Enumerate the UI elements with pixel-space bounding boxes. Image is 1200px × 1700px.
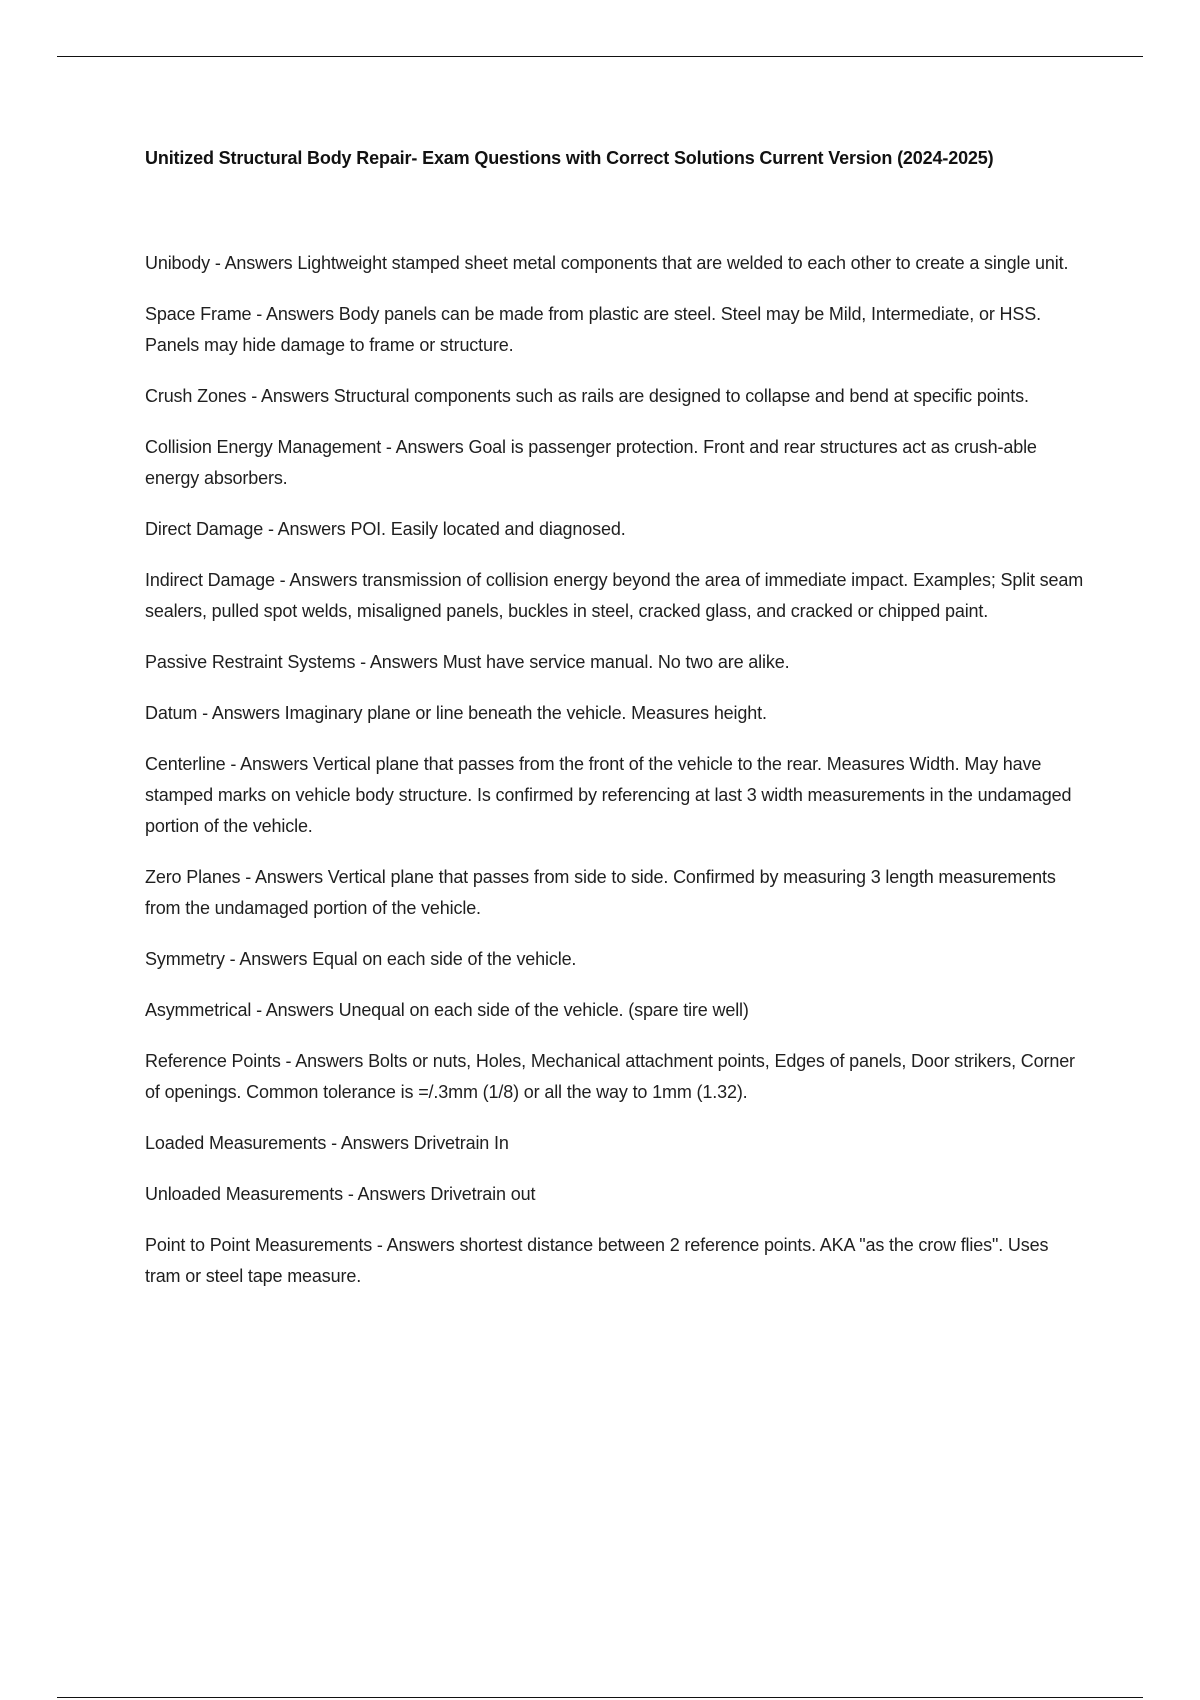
entry-term: Direct Damage (145, 519, 264, 539)
entry-answer: Answers Equal on each side of the vehicle. (239, 949, 577, 969)
qa-entry (145, 299, 1085, 361)
qa-entry (145, 749, 1085, 842)
entry-term: Space Frame (145, 304, 252, 324)
entry-term: Collision Energy Management (145, 437, 382, 457)
entry-separator: - (280, 1051, 296, 1071)
entry-answer: Answers Imaginary plane or line beneath the vehicle. Measures height. (211, 703, 767, 723)
entry-term: Loaded Measurements (145, 1133, 327, 1153)
entry-answer: Answers Unequal on each side of the vehicle. (spare tire well) (265, 1000, 749, 1020)
entry-separator: - (225, 754, 241, 774)
entry-term: Passive Restraint Systems (145, 652, 356, 672)
entry-separator: - (372, 1235, 387, 1255)
entry-separator: - (326, 1133, 341, 1153)
qa-entry (145, 862, 1085, 924)
entry-separator: - (274, 570, 290, 590)
entry-answer: Answers transmission of collision energy beyond the area of immediate impact. Examples; Split seam sealers, pulled spot welds, misaligned panels, buckles in steel, cracked glass, and cracked or chipped paint. (145, 570, 1084, 621)
entry-separator: - (246, 386, 261, 406)
entry-term: Unibody (145, 253, 210, 273)
qa-entry (145, 698, 1085, 729)
entry-term: Asymmetrical (145, 1000, 252, 1020)
entry-separator: - (197, 703, 212, 723)
footer-rule (57, 1697, 1143, 1698)
entry-separator: - (381, 437, 396, 457)
qa-entry (145, 1230, 1085, 1292)
qa-entry (145, 995, 1085, 1026)
entry-term: Indirect Damage (145, 570, 275, 590)
entry-separator: - (263, 519, 278, 539)
qa-entry (145, 647, 1085, 678)
entry-term: Zero Planes (145, 867, 241, 887)
qa-entry (145, 432, 1085, 494)
qa-entry (145, 248, 1085, 279)
document-title: Unitized Structural Body Repair- Exam Questions with Correct Solutions Current Version (2024-2025) (145, 148, 994, 168)
entry-answer: Answers Drivetrain In (340, 1133, 509, 1153)
entry-term: Reference Points (145, 1051, 281, 1071)
header-rule (57, 56, 1143, 57)
entry-separator: - (251, 304, 266, 324)
entry-term: Datum (145, 703, 198, 723)
qa-entry (145, 944, 1085, 975)
entry-separator: - (210, 253, 225, 273)
entry-answer: Answers Body panels can be made from plastic are steel. Steel may be Mild, Intermediate, or HSS. Panels may hide damage to frame or structure. (145, 304, 1041, 355)
qa-entry (145, 1128, 1085, 1159)
entry-separator: - (224, 949, 240, 969)
qa-entry (145, 514, 1085, 545)
entry-separator: - (240, 867, 255, 887)
entry-term: Symmetry (145, 949, 225, 969)
entry-answer: Answers Structural components such as rails are designed to collapse and bend at specific points. (260, 386, 1029, 406)
entry-term: Unloaded Measurements (145, 1184, 343, 1204)
entry-term: Centerline (145, 754, 226, 774)
entry-answer: Answers Vertical plane that passes from the front of the vehicle to the rear. Measures Width. May have stamped marks on vehicle body structure. Is confirmed by referencing at last 3 width measurements in the undamaged portion of the vehicle. (145, 754, 1072, 836)
qa-entry (145, 381, 1085, 412)
entry-answer: Answers Drivetrain out (357, 1184, 536, 1204)
entry-answer: Answers Must have service manual. No two are alike. (369, 652, 790, 672)
entry-answer: Answers Bolts or nuts, Holes, Mechanical attachment points, Edges of panels, Door strikers, Corner of openings. Common tolerance is =/.3mm (1/8) or all the way to 1mm (1.32). (145, 1051, 1075, 1102)
entry-separator: - (251, 1000, 266, 1020)
entry-answer: Answers POI. Easily located and diagnosed. (277, 519, 626, 539)
entry-answer: Answers Goal is passenger protection. Front and rear structures act as crush-able energy absorbers. (145, 437, 1037, 488)
qa-entry (145, 1046, 1085, 1108)
entry-separator: - (342, 1184, 358, 1204)
entry-term: Crush Zones (145, 386, 247, 406)
entry-list (145, 248, 1085, 1312)
entry-answer: Answers Lightweight stamped sheet metal components that are welded to each other to create a single unit. (224, 253, 1069, 273)
entry-answer: Answers shortest distance between 2 reference points. AKA "as the crow flies". Uses tram or steel tape measure. (145, 1235, 1049, 1286)
qa-entry (145, 565, 1085, 627)
entry-term: Point to Point Measurements (145, 1235, 373, 1255)
entry-separator: - (355, 652, 370, 672)
entry-answer: Answers Vertical plane that passes from side to side. Confirmed by measuring 3 length measurements from the undamaged portion of the vehicle. (145, 867, 1056, 918)
qa-entry (145, 1179, 1085, 1210)
